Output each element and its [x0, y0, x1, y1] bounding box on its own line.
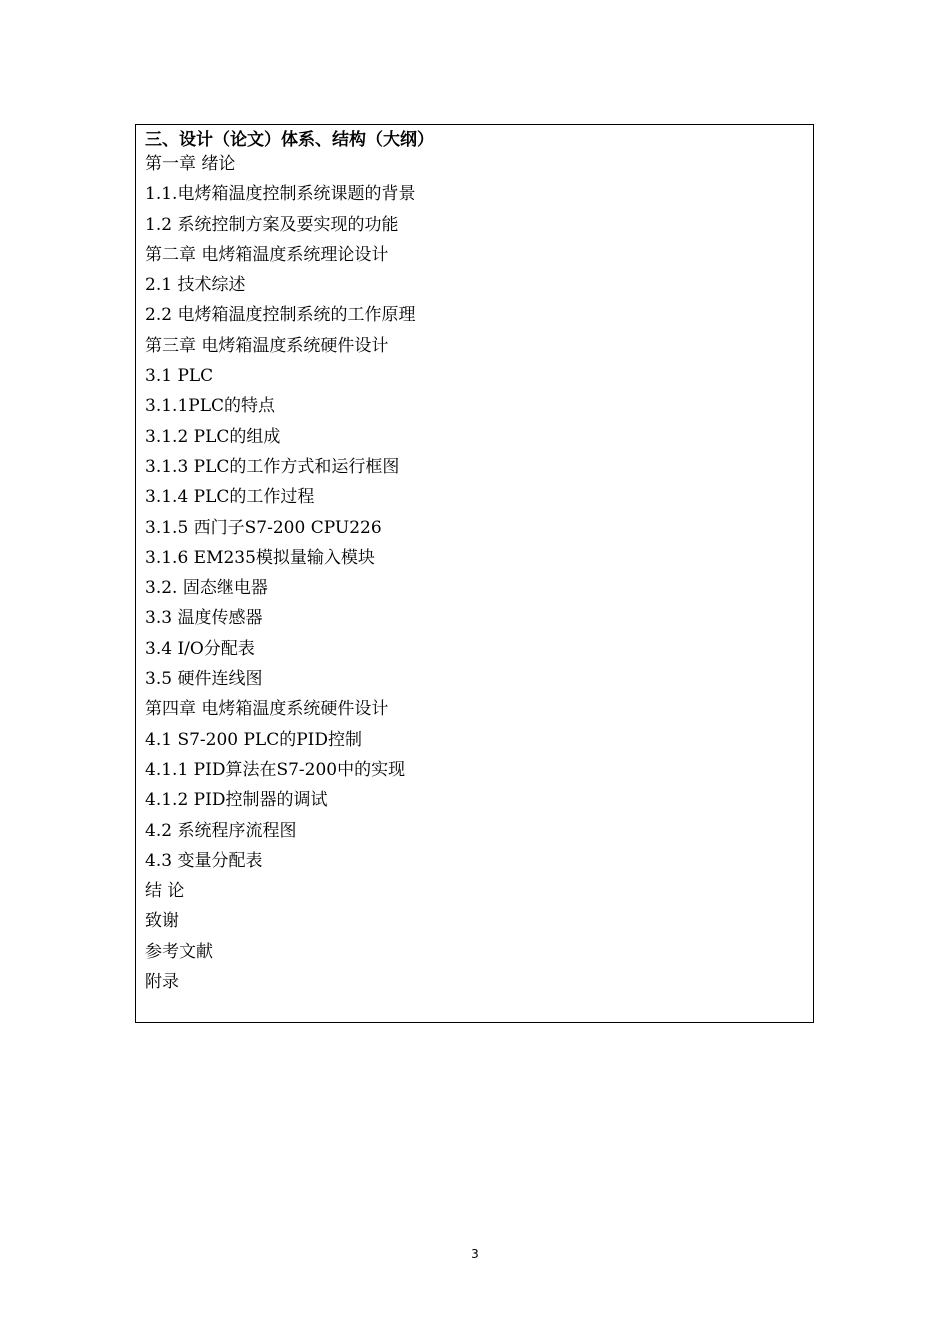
outline-item: 3.1 PLC — [145, 366, 214, 387]
outline-item: 3.4 I/O分配表 — [145, 638, 255, 659]
outline-item: 4.3 变量分配表 — [145, 850, 263, 871]
outline-item: 4.1.2 PID控制器的调试 — [145, 790, 328, 811]
outline-item: 3.1.2 PLC的组成 — [145, 426, 281, 447]
section-heading: 三、设计（论文）体系、结构（大纲） — [145, 130, 434, 150]
outline-item: 致谢 — [145, 911, 179, 932]
outline-item: 第二章 电烤箱温度系统理论设计 — [145, 244, 389, 265]
outline-item: 1.1.电烤箱温度控制系统课题的背景 — [145, 184, 416, 205]
outline-item: 参考文献 — [145, 941, 213, 962]
outline-item: 第一章 绪论 — [145, 154, 236, 174]
outline-item: 4.1 S7-200 PLC的PID控制 — [145, 729, 363, 750]
outline-table-cell — [135, 124, 814, 1023]
outline-item: 3.1.4 PLC的工作过程 — [145, 487, 315, 508]
outline-item: 第三章 电烤箱温度系统硬件设计 — [145, 335, 389, 356]
outline-item: 3.2. 固态继电器 — [145, 578, 268, 599]
outline-list — [145, 151, 415, 999]
outline-item: 4.2 系统程序流程图 — [145, 820, 297, 841]
outline-item: 3.5 硬件连线图 — [145, 669, 263, 690]
outline-item: 3.3 温度传感器 — [145, 608, 263, 629]
outline-item: 第四章 电烤箱温度系统硬件设计 — [145, 699, 389, 720]
outline-item: 2.2 电烤箱温度控制系统的工作原理 — [145, 305, 416, 326]
outline-item: 4.1.1 PID算法在S7-200中的实现 — [145, 759, 406, 780]
outline-item: 附录 — [145, 972, 179, 993]
outline-item: 2.1 技术综述 — [145, 275, 246, 296]
outline-item: 3.1.1PLC的特点 — [145, 396, 275, 417]
outline-item: 结 论 — [145, 881, 185, 902]
outline-item: 3.1.5 西门子S7-200 CPU226 — [145, 517, 382, 538]
page-number: 3 — [471, 1247, 479, 1261]
outline-item: 3.1.6 EM235模拟量输入模块 — [145, 547, 375, 568]
outline-item: 1.2 系统控制方案及要实现的功能 — [145, 214, 399, 235]
outline-item: 3.1.3 PLC的工作方式和运行框图 — [145, 456, 400, 477]
